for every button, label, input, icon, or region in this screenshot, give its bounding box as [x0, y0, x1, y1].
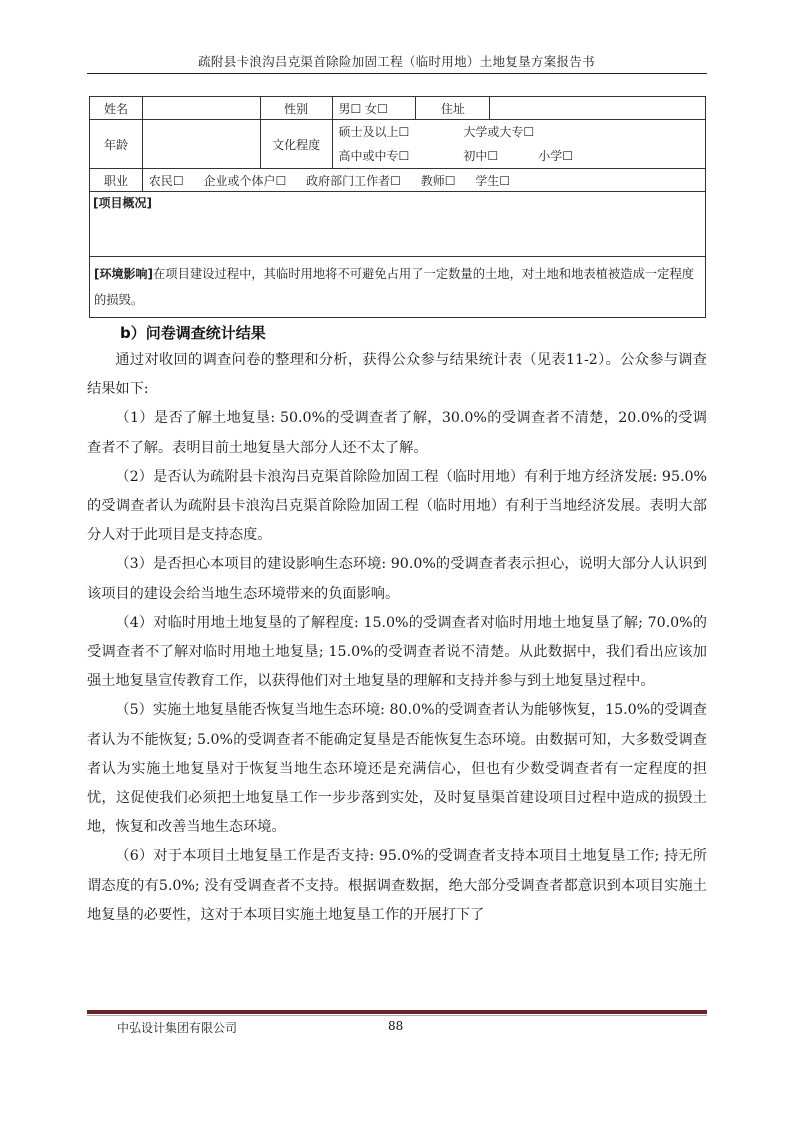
education-label: 文化程度	[260, 120, 332, 169]
name-label: 姓名	[90, 97, 143, 120]
paragraph-result-2: （2）是否认为疏附县卡浪沟吕克渠首除险加固工程（临时用地）有利于地方经济发展: 95.0%的受调查者认为疏附县卡浪沟吕克渠首除险加固工程（临时用地）有利于当地经济发展。表明大部分人对于此项目是支持态度。	[87, 468, 707, 544]
occupation-option[interactable]: 学生☐	[475, 173, 511, 188]
address-field[interactable]	[490, 97, 706, 120]
age-field[interactable]	[142, 120, 260, 169]
occupation-option[interactable]: 教师☐	[420, 173, 456, 188]
environment-impact-text: 在项目建设过程中，其临时用地将不可避免占用了一定数量的土地，对土地和地表植被造成一定程度的损毁。	[94, 267, 695, 307]
paragraph-result-5: （5）实施土地复垦能否恢复当地生态环境: 80.0%的受调查者认为能够恢复，15.0%的受调查者认为不能恢复; 5.0%的受调查者不能确定复垦是否能恢复生态环境。由数据可知，大多数受调查者认为实施土地复垦对于恢复当地生态环境还是充满信心，但也有少数受调查者有一定程度的担忧，这促使我们必须把土地复垦工作一步步落到实处，及时复垦渠首建设项目过程中造成的损毁土地，恢复和改善当地生态环境。	[87, 702, 707, 836]
survey-results-body	[87, 346, 707, 930]
project-overview-cell[interactable]	[90, 192, 706, 257]
footer-rule-thin	[87, 1015, 707, 1016]
form-row-environment-impact	[90, 257, 706, 318]
education-option-highschool[interactable]: 高中或中专☐	[338, 149, 410, 163]
gender-label: 性别	[260, 97, 332, 120]
paragraph-result-6: （6）对于本项目土地复垦工作是否支持: 95.0%的受调查者支持本项目土地复垦工作; 持无所谓态度的有5.0%; 没有受调查者不支持。根据调查数据，绝大部分受调查者都意识到本项目实施土地复垦的必要性，这对于本项目实施土地复垦工作的开展打下了	[87, 848, 707, 923]
paragraph-result-4: （4）对临时用地土地复垦的了解程度: 15.0%的受调查者对临时用地土地复垦了解; 70.0%的受调查者不了解对临时用地土地复垦; 15.0%的受调查者说不清楚。从此数据中，我们看出应该加强土地复垦宣传教育工作，以获得他们对土地复垦的理解和支持并参与到土地复垦过程中。	[87, 614, 707, 690]
education-options[interactable]	[332, 120, 705, 169]
occupation-label: 职业	[90, 169, 143, 192]
section-heading: b）问卷调查统计结果	[120, 324, 266, 342]
paragraph-intro: 通过对收回的调查问卷的整理和分析，获得公众参与结果统计表（见表11-2）。公众参与调查结果如下:	[87, 352, 707, 398]
education-option-junior[interactable]: 初中☐	[463, 149, 499, 163]
name-field[interactable]	[142, 97, 260, 120]
education-option-primary[interactable]: 小学☐	[538, 149, 573, 163]
education-option-college[interactable]: 大学或大专☐	[463, 125, 535, 139]
form-row-project-overview	[90, 192, 706, 257]
survey-form-table	[89, 96, 706, 318]
age-label: 年龄	[90, 120, 143, 169]
document-header-title: 疏附县卡浪沟吕克渠首除险加固工程（临时用地）土地复垦方案报告书	[198, 54, 595, 69]
paragraph-result-3: （3）是否担心本项目的建设影响生态环境: 90.0%的受调查者表示担心，说明大部分人认识到该项目的建设会给当地生态环境带来的负面影响。	[87, 556, 707, 602]
environment-impact-label: [环境影响]	[94, 267, 153, 281]
form-row-occupation	[90, 169, 706, 192]
address-label: 住址	[416, 97, 490, 120]
page-number: 88	[388, 1019, 404, 1033]
form-row-name	[90, 97, 706, 120]
occupation-option[interactable]: 政府部门工作者☐	[306, 173, 401, 188]
occupation-option[interactable]: 农民☐	[148, 173, 184, 188]
education-option-master[interactable]: 硕士及以上☐	[338, 125, 410, 139]
footer-rule	[87, 1010, 707, 1014]
footer-company-name: 中弘设计集团有限公司	[117, 1021, 238, 1035]
paragraph-result-1: （1）是否了解土地复垦: 50.0%的受调查者了解，30.0%的受调查者不清楚，20.0%的受调查者不了解。表明目前土地复垦大部分人还不太了解。	[87, 410, 707, 456]
occupation-option[interactable]: 企业或个体户☐	[203, 173, 287, 188]
occupation-options[interactable]	[142, 169, 705, 192]
form-row-age	[90, 120, 706, 169]
project-overview-label: [项目概况]	[93, 196, 152, 210]
gender-options[interactable]: 男☐ 女☐	[332, 97, 416, 120]
environment-impact-cell	[90, 257, 706, 318]
header-rule	[87, 73, 707, 74]
